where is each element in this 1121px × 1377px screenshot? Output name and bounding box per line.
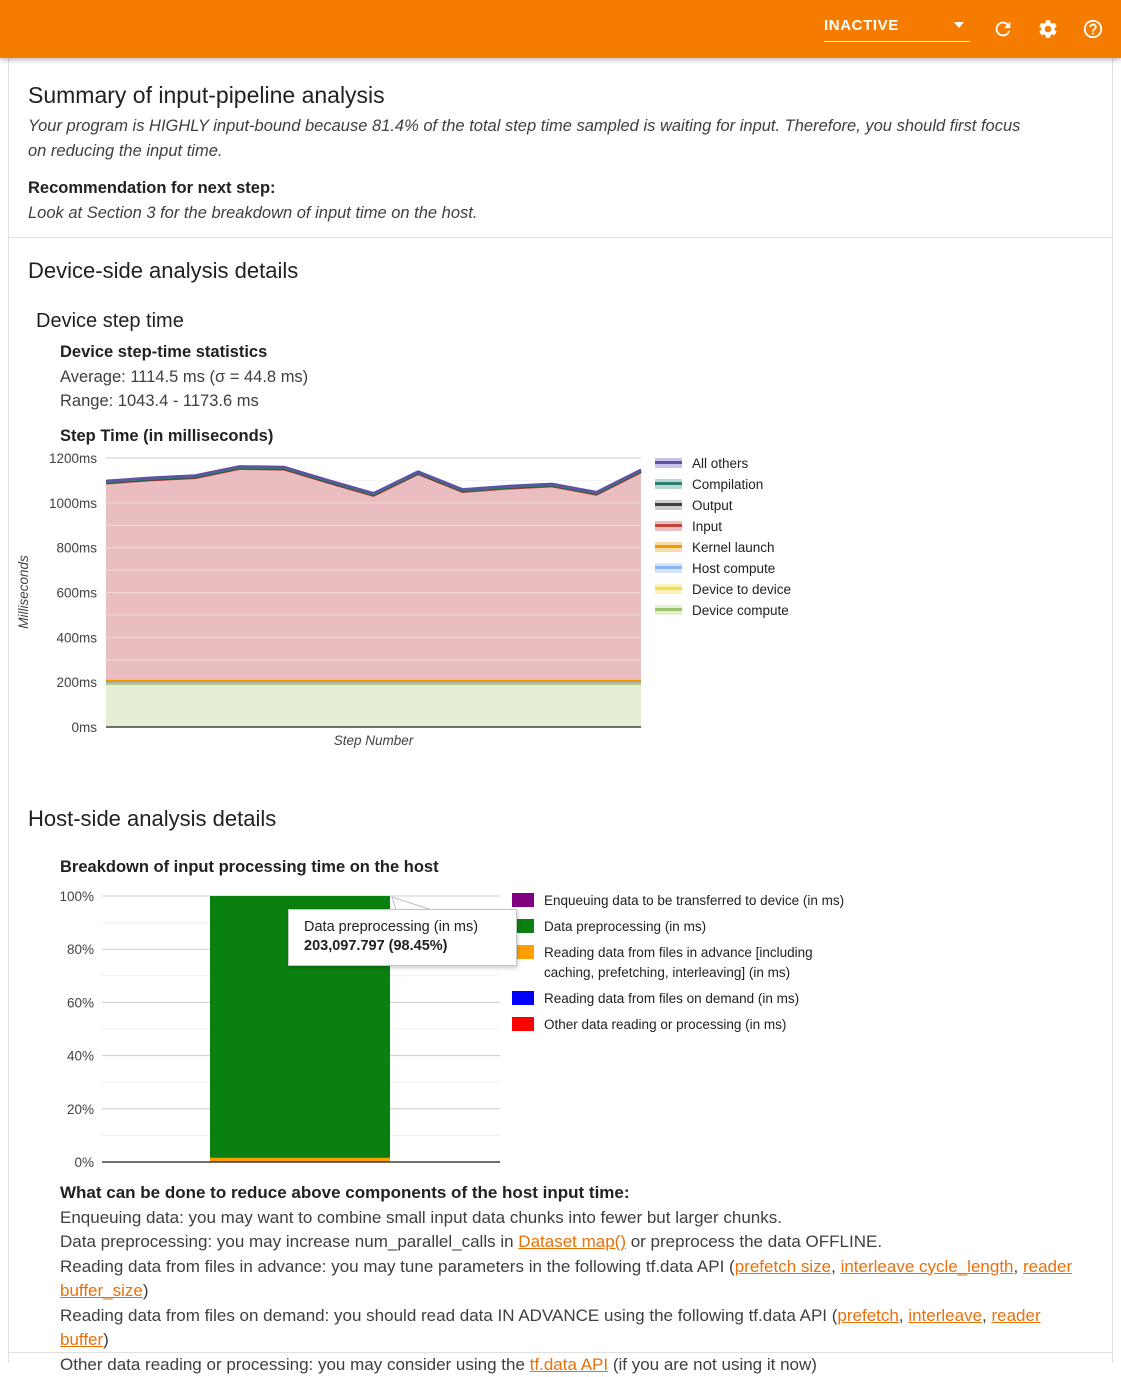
tfdata-api-link[interactable]: interleave xyxy=(908,1306,982,1325)
legend-item xyxy=(512,1015,856,1035)
legend-label: All others xyxy=(692,456,748,471)
svg-text:200ms: 200ms xyxy=(56,675,97,690)
legend-item xyxy=(655,519,791,533)
stats-title: Device step-time statistics xyxy=(60,340,308,365)
settings-button[interactable] xyxy=(1036,17,1060,41)
svg-text:800ms: 800ms xyxy=(56,541,97,556)
help-button[interactable] xyxy=(1081,17,1105,41)
legend-swatch xyxy=(512,991,534,1005)
tooltip-series-name: Data preprocessing (in ms) xyxy=(304,918,516,937)
stats-range: Range: 1043.4 - 1173.6 ms xyxy=(60,389,308,414)
tfdata-api-link[interactable]: reader buffer_size xyxy=(60,1257,1072,1301)
legend-item xyxy=(655,456,791,470)
legend-label: Input xyxy=(692,519,722,534)
legend-item xyxy=(655,561,791,575)
legend-swatch xyxy=(655,563,682,573)
legend-label: Device compute xyxy=(692,603,789,618)
tooltip-value: 203,097.797 (98.45%) xyxy=(304,937,516,956)
advice-line: Other data reading or processing: you may consider using the tf.data API (if you are not using it now) xyxy=(60,1353,1075,1377)
legend-item xyxy=(512,943,856,983)
svg-text:400ms: 400ms xyxy=(56,630,97,645)
legend-label: Output xyxy=(692,498,733,513)
tfdata-api-link[interactable]: prefetch xyxy=(837,1306,898,1325)
tfdata-api-link[interactable]: reader buffer xyxy=(60,1306,1041,1350)
svg-text:Step Number: Step Number xyxy=(334,733,414,748)
header-controls xyxy=(824,0,1105,58)
legend-item xyxy=(512,891,856,911)
legend-swatch xyxy=(655,500,682,510)
refresh-icon xyxy=(992,18,1014,40)
stats-average: Average: 1114.5 ms (σ = 44.8 ms) xyxy=(60,365,308,390)
step-time-chart[interactable] xyxy=(14,448,664,758)
step-chart-legend xyxy=(655,456,791,617)
legend-label: Kernel launch xyxy=(692,540,775,555)
svg-text:1200ms: 1200ms xyxy=(49,451,97,466)
step-chart-title: Step Time (in milliseconds) xyxy=(60,424,273,449)
tfdata-api-link[interactable]: tf.data API xyxy=(530,1355,608,1374)
host-section-title: Host-side analysis details xyxy=(28,806,276,832)
summary-body: Your program is HIGHLY input-bound because 81.4% of the total step time sampled is waiting for input. Therefore, you should first focus on reducing the input time. xyxy=(28,114,1028,164)
svg-text:1000ms: 1000ms xyxy=(49,496,97,511)
advice-line: Data preprocessing: you may increase num_parallel_calls in Dataset map() or preprocess the data OFFLINE. xyxy=(60,1230,1075,1255)
svg-text:0ms: 0ms xyxy=(71,720,97,735)
legend-item xyxy=(655,498,791,512)
legend-item xyxy=(655,540,791,554)
advice-title: What can be done to reduce above components of the host input time: xyxy=(60,1181,1075,1206)
legend-item xyxy=(655,603,791,617)
legend-item xyxy=(512,917,856,937)
svg-text:40%: 40% xyxy=(67,1049,94,1064)
legend-swatch xyxy=(655,542,682,552)
help-icon xyxy=(1082,18,1104,40)
advice-line: Reading data from files on demand: you should read data IN ADVANCE using the following tf.data API (prefetch, interleave, reader buffer) xyxy=(60,1304,1075,1353)
legend-swatch xyxy=(512,1017,534,1031)
device-step-stats xyxy=(60,340,308,414)
summary-title: Summary of input-pipeline analysis xyxy=(28,82,385,109)
card-right-border xyxy=(1112,58,1113,1363)
app-header xyxy=(0,0,1121,58)
svg-text:60%: 60% xyxy=(67,995,94,1010)
legend-item xyxy=(655,582,791,596)
legend-label: Enqueuing data to be transferred to device (in ms) xyxy=(544,891,844,911)
chart-tooltip xyxy=(288,909,517,966)
tfdata-api-link[interactable]: interleave cycle_length xyxy=(841,1257,1014,1276)
recommendation-body: Look at Section 3 for the breakdown of input time on the host. xyxy=(28,201,477,226)
gear-icon xyxy=(1037,18,1059,40)
svg-text:0%: 0% xyxy=(74,1155,94,1170)
legend-swatch xyxy=(655,584,682,594)
legend-label: Host compute xyxy=(692,561,775,576)
svg-text:100%: 100% xyxy=(59,889,94,904)
run-status-label: INACTIVE xyxy=(824,17,899,34)
advice-line: Enqueuing data: you may want to combine small input data chunks into fewer but larger chunks. xyxy=(60,1206,1075,1231)
svg-text:Milliseconds: Milliseconds xyxy=(16,555,31,629)
legend-swatch xyxy=(655,479,682,489)
host-input-advice xyxy=(60,1181,1075,1377)
device-section-title: Device-side analysis details xyxy=(28,258,298,284)
card-left-border xyxy=(8,58,9,1363)
svg-text:20%: 20% xyxy=(67,1102,94,1117)
refresh-button[interactable] xyxy=(991,17,1015,41)
legend-item xyxy=(512,989,856,1009)
legend-swatch xyxy=(655,458,682,468)
bottom-divider xyxy=(9,1352,1112,1353)
chevron-down-icon xyxy=(954,22,964,28)
legend-label: Reading data from files on demand (in ms) xyxy=(544,989,799,1009)
legend-label: Data preprocessing (in ms) xyxy=(544,917,706,937)
svg-text:80%: 80% xyxy=(67,942,94,957)
legend-label: Device to device xyxy=(692,582,791,597)
legend-swatch xyxy=(512,893,534,907)
legend-label: Compilation xyxy=(692,477,763,492)
legend-label: Reading data from files in advance [including caching, prefetching, interleaving] (in ms) xyxy=(544,943,856,983)
tfdata-api-link[interactable]: prefetch size xyxy=(735,1257,831,1276)
tfdata-api-link[interactable]: Dataset map() xyxy=(518,1232,626,1251)
section-divider xyxy=(9,237,1112,238)
recommendation-label: Recommendation for next step: xyxy=(28,176,276,201)
host-chart-legend xyxy=(512,891,856,1035)
host-chart-title: Breakdown of input processing time on the host xyxy=(60,855,439,880)
legend-swatch xyxy=(655,521,682,531)
legend-swatch xyxy=(655,605,682,615)
svg-text:600ms: 600ms xyxy=(56,586,97,601)
legend-label: Other data reading or processing (in ms) xyxy=(544,1015,786,1035)
run-status-dropdown[interactable] xyxy=(824,17,970,42)
legend-item xyxy=(655,477,791,491)
device-step-time-title: Device step time xyxy=(36,310,184,333)
advice-line: Reading data from files in advance: you may tune parameters in the following tf.data API (prefetch size, interleave cycle_length, reader buffer_size) xyxy=(60,1255,1075,1304)
